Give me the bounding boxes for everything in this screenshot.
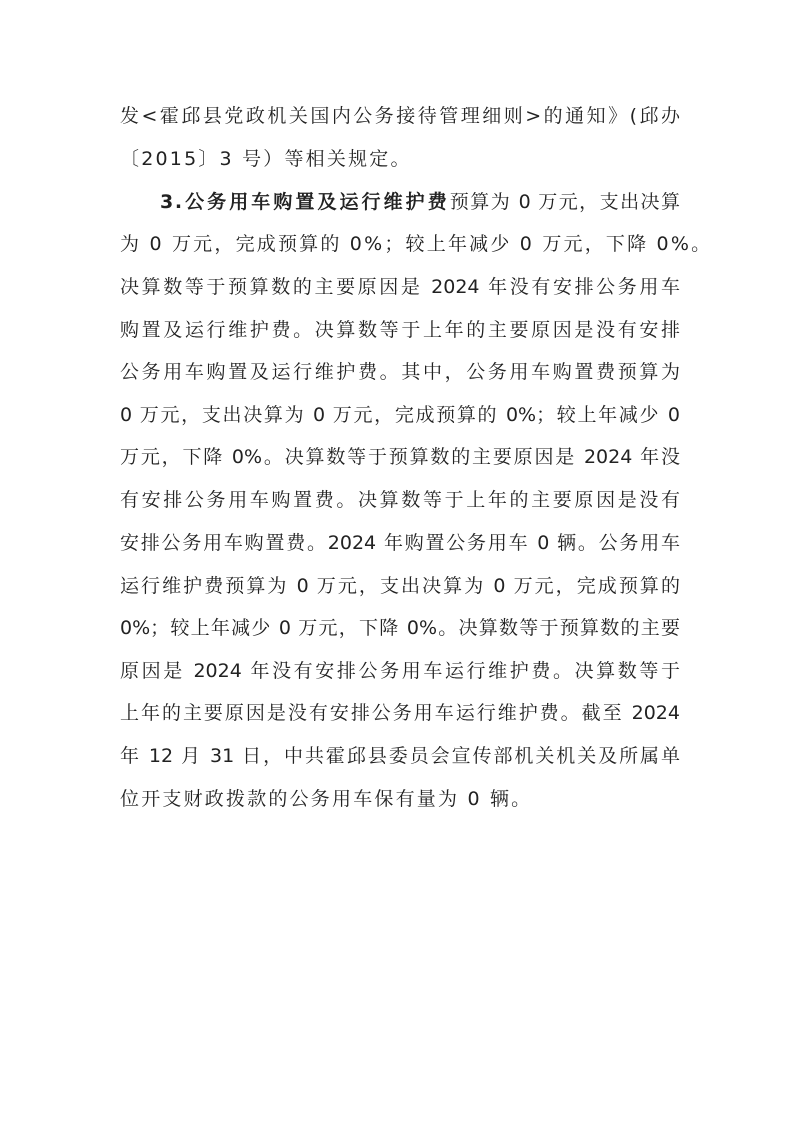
- paragraph-line-6: 购置及运行维护费。决算数等于上年的主要原因是没有安排: [120, 319, 680, 341]
- paragraph-line-17: 位开支财政拨款的公务用车保有量为 0 辆。: [120, 788, 533, 810]
- paragraph-line-10: 有安排公务用车购置费。决算数等于上年的主要原因是没有: [120, 489, 680, 511]
- paragraph-line-16: 年 12 月 31 日，中共霍邱县委员会宣传部机关机关及所属单: [120, 745, 680, 767]
- paragraph-line-1: 发<霍邱县党政机关国内公务接待管理细则>的通知》(邱办: [120, 105, 680, 127]
- section-first-line-text: 预算为 0 万元，支出决算: [449, 191, 680, 213]
- section-first-line: [160, 186, 680, 218]
- paragraph-line-8: 0 万元，支出决算为 0 万元，完成预算的 0%；较上年减少 0: [120, 404, 680, 426]
- paragraph-line-15: 上年的主要原因是没有安排公务用车运行维护费。截至 2024: [120, 702, 680, 724]
- paragraph-line-5: 决算数等于预算数的主要原因是 2024 年没有安排公务用车: [120, 276, 680, 298]
- paragraph-line-9: 万元，下降 0%。决算数等于预算数的主要原因是 2024 年没: [120, 446, 680, 468]
- paragraph-line-12: 运行维护费预算为 0 万元，支出决算为 0 万元，完成预算的: [120, 575, 680, 597]
- paragraph-line-13: 0%；较上年减少 0 万元，下降 0%。决算数等于预算数的主要: [120, 617, 680, 639]
- paragraph-line-14: 原因是 2024 年没有安排公务用车运行维护费。决算数等于: [120, 660, 680, 682]
- paragraph-line-11: 安排公务用车购置费。2024 年购置公务用车 0 辆。公务用车: [120, 532, 680, 554]
- paragraph-line-7: 公务用车购置及运行维护费。其中，公务用车购置费预算为: [120, 361, 680, 383]
- paragraph-line-4: 为 0 万元，完成预算的 0%；较上年减少 0 万元，下降 0%。: [120, 233, 713, 255]
- section-heading: 3.公务用车购置及运行维护费: [160, 191, 450, 213]
- paragraph-line-2: 〔2015〕3 号）等相关规定。: [120, 148, 412, 170]
